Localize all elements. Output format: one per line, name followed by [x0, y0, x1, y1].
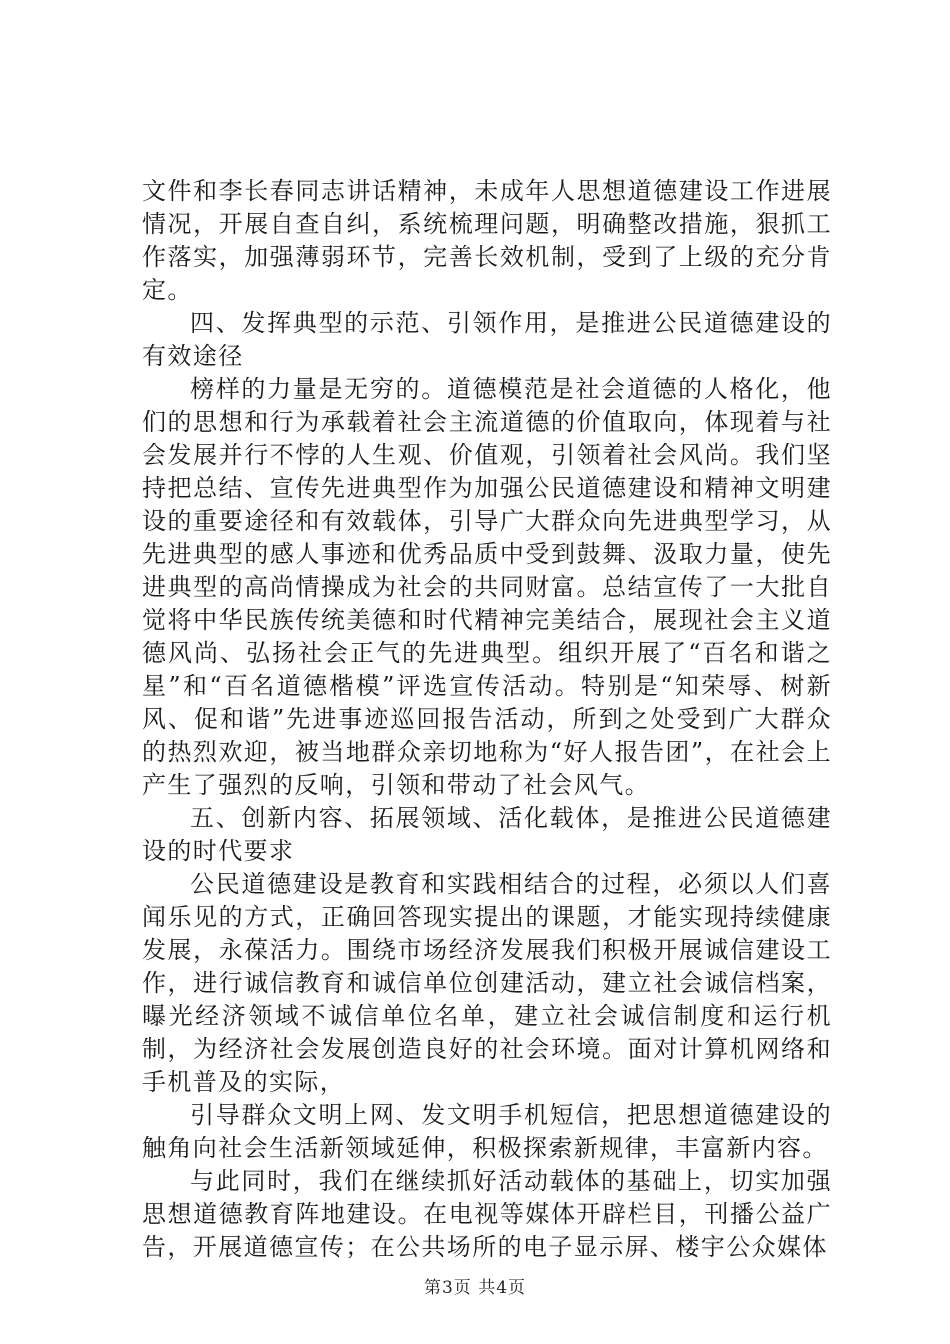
- page-number-footer: 第3页 共4页: [423, 1278, 527, 1298]
- paragraph-role-models: 榜样的力量是无穷的。道德模范是社会道德的人格化，他们的思想和行为承载着社会主流道德的价值取向，体现着与社会发展并行不悖的人生观、价值观，引领着社会风尚。我们坚持把总结、宣传先进典型作为加强公民道德建设和精神文明建设的重要途径和有效载体，引导广大群众向先进典型学习，从先进典型的感人事迹和优秀品质中受到鼓舞、汲取力量，使先进典型的高尚情操成为社会的共同财富。总结宣传了一大批自觉将中华民族传统美德和时代精神完美结合，展现社会主义道德风尚、弘扬社会正气的先进典型。组织开展了“百名和谐之星”和“百名道德楷模”评选宣传活动。特别是“知荣辱、树新风、促和谐”先进事迹巡回报告活动，所到之处受到广大群众的热烈欢迎，被当地群众亲切地称为“好人报告团”，在社会上产生了强烈的反响，引领和带动了社会风气。: [142, 375, 832, 799]
- paragraph-education-base: 与此同时，我们在继续抓好活动载体的基础上，切实加强思想道德教育阵地建设。在电视等媒体开辟栏目，刊播公益广告，开展道德宣传；在公共场所的电子显示屏、楼宇公众媒体: [142, 1167, 832, 1261]
- section-heading-five: 五、创新内容、拓展领域、活化载体，是推进公民道德建设的时代要求: [142, 804, 832, 865]
- section-heading-four: 四、发挥典型的示范、引领作用，是推进公民道德建设的有效途径: [142, 309, 832, 370]
- paragraph-civic-morality: 公民道德建设是教育和实践相结合的过程，必须以人们喜闻乐见的方式，正确回答现实提出的课题，才能实现持续健康发展，永葆活力。围绕市场经济发展我们积极开展诚信建设工作，进行诚信教育和诚信单位创建活动，建立社会诚信档案，曝光经济领域不诚信单位名单，建立社会诚信制度和运行机制，为经济社会发展创造良好的社会环境。面对计算机网络和手机普及的实际，: [142, 870, 832, 1096]
- paragraph-continuation: 文件和李长春同志讲话精神，未成年人思想道德建设工作进展情况，开展自查自纠，系统梳理问题，明确整改措施，狠抓工作落实，加强薄弱环节，完善长效机制，受到了上级的充分肯定。: [142, 177, 832, 304]
- document-body: [142, 175, 832, 1264]
- paragraph-online-civility: 引导群众文明上网、发文明手机短信，把思想道德建设的触角向社会生活新领域延伸，积极探索新规律，丰富新内容。: [142, 1101, 832, 1162]
